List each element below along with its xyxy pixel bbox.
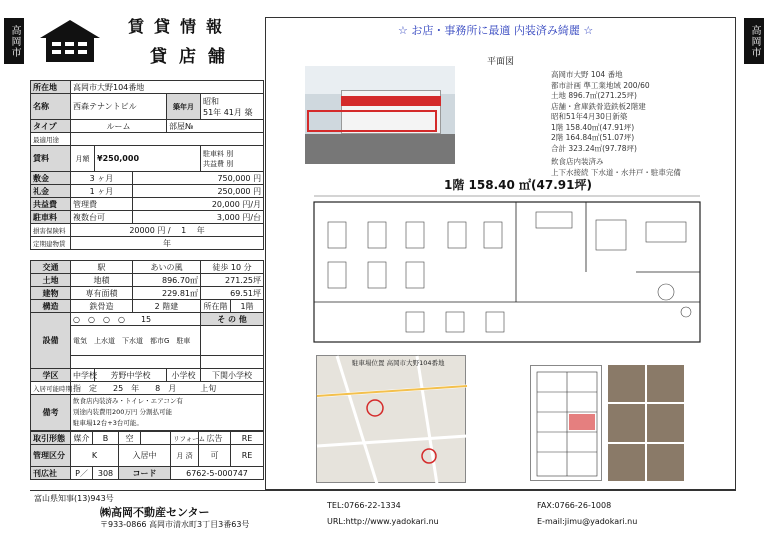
plan-note: 高岡市大野 104 番地 [551,70,623,79]
photo-road [305,134,455,164]
bldg-label: 建物 [31,287,71,300]
name-value: 西森テナントビル [71,94,167,120]
location-map [316,355,466,483]
common-name: 管理費 [71,198,133,211]
mgmt-label: 管理区分 [31,445,71,467]
struct-label: 構造 [31,300,71,313]
built-ym: 51年 41月 [203,107,242,117]
plan-note: 2階 164.84㎡(51.07坪) [551,133,635,142]
built-suffix: 築 [244,107,253,117]
property-table [30,80,263,480]
rent-unit: 月額 [71,146,95,172]
re-1: RE [231,432,264,445]
land-type: 地積 [71,274,133,287]
move-value: 指 定 25 年 8 月 上旬 [71,382,264,395]
plan-note: 飲食店内装済み [551,157,604,166]
equip-item: 上水道 [94,336,115,345]
page-subtitle: 貸店舗 [150,47,237,67]
insurance-value: 20000 円 / 1 年 [71,224,264,237]
deal-empty: 空 [119,432,141,445]
equip-other [201,326,264,356]
key-money-value: 250,000 円 [133,185,264,198]
type-value: ルーム [71,120,167,133]
rent-value: ¥250,000 [95,146,201,172]
remarks [71,395,264,431]
interior-photo [608,444,645,481]
use-code-2: 308 [93,467,119,480]
common-label: 共益費 [31,198,71,211]
website-link[interactable]: URL:http://www.yadokari.nu [327,517,439,526]
map-roads [317,356,467,484]
key-money-months: 1 ヶ月 [71,185,133,198]
common-fee-value: 別 [226,159,234,168]
bldg-type: 専有面積 [71,287,133,300]
email-link[interactable]: E-mail:jimu@yadokari.nu [537,517,638,526]
traffic-label: 交通 [31,261,71,274]
map-title: 駐車場位置 高岡市大野104番地 [352,359,445,367]
equip-items [71,326,201,356]
line: あいの風 [133,261,201,274]
parking-fee-label: 駐車料 [203,149,224,158]
nearest-label: 最適用途 [31,133,71,146]
interior-photo [608,404,645,441]
floor: 1階 [231,300,264,313]
deposit-value: 750,000 円 [133,172,264,185]
reform: リフォーム [171,432,199,445]
location-label: 所在地 [31,81,71,94]
name-label: 名称 [31,94,71,120]
school2: 小学校 [167,369,201,382]
use-label: 刊広社 [31,467,71,480]
plan-note: 都市計画 準工業地域 200/60 [551,80,650,90]
common-value: 20,000 円/月 [133,198,264,211]
deal-b: B [93,432,119,445]
deposit-months: 3 ヶ月 [71,172,133,185]
floor-label: 所在階 [201,300,231,313]
code: 6762-5-000747 [171,467,264,480]
walk: 徒歩 10 分 [201,261,264,274]
floor-plan-drawing [306,192,706,348]
move-label: 入居可能時期 [31,382,71,395]
parking-name: 複数台可 [71,211,133,224]
equip-item: 電気 [73,336,87,345]
land-tsubo: 271.25坪 [201,274,264,287]
insurance-label: 損害保険料 [31,224,71,237]
floors: 2 階建 [133,300,201,313]
parking-label: 駐車料 [31,211,71,224]
code-label: コード [119,467,171,480]
equip-mark: ○ [117,314,125,324]
remark-line: 駐車場12台+3台可能。 [73,419,143,427]
room-label: 部屋№ [167,120,264,133]
equip-mark: ○ [102,314,110,324]
photo-highlight-frame [307,110,437,132]
move-unit: 月 済 [171,445,199,467]
plan-note: 昭和51年4月30日新築 [551,112,628,121]
location-value: 高岡市大野104番地 [71,81,264,94]
interior-photo [647,444,684,481]
parking-fee-value: 別 [226,149,234,158]
school2-name: 下関小学校 [201,369,264,382]
equip-other-label: そ の 他 [201,313,264,326]
bldg-m2: 229.81㎡ [133,287,201,300]
remark-line: 飲食店内装済み・トイレ・エアコン有 [73,397,183,405]
school1: 中学校 [71,369,95,382]
interior-photo [608,365,645,402]
equip-mark: ○ [73,314,80,324]
equip-blank [71,356,201,369]
equip-item: 駐車 [176,336,191,345]
company-name: ㈱高岡不動産センター [100,506,210,519]
school1-name: 芳野中学校 [95,369,167,382]
side-tag-left: 高岡市 [4,18,24,64]
side-tag-right: 高岡市 [744,18,764,64]
land-m2: 896.70㎡ [133,274,201,287]
school-label: 学区 [31,369,71,382]
deal-blank [141,432,171,445]
interior-photo [647,365,684,402]
struct: 鉄骨造 [71,300,133,313]
re-2: RE [231,445,264,467]
contract-value: 年 [71,237,264,250]
tel: TEL:0766-22-1334 [327,501,401,510]
equip-blank-2 [201,356,264,369]
deposit-label: 敷金 [31,172,71,185]
bldg-tsubo: 69.51坪 [201,287,264,300]
station: 駅 [71,261,133,274]
remark-line: 別途内装費用200万円 分割払可能 [73,408,172,416]
rent-extras [201,146,264,172]
headline: ☆ お店・事務所に最適 内装済み綺麗 ☆ [398,24,594,37]
built-label: 築年月 [167,94,201,120]
plan-note: 上下水接続 下水道・水井戸・駐車完備 [551,167,681,177]
parking-value: 3,000 円/台 [133,211,264,224]
contract-label: 定期建物賃 [31,237,71,250]
key-money-label: 礼金 [31,185,71,198]
deal-type: 媒介 [71,432,93,445]
ad: 広告 [199,432,231,445]
built-era: 昭和 [203,96,219,106]
plan-notes [551,70,731,178]
type-label: タイプ [31,120,71,133]
possible: 可 [199,445,231,467]
use-code-1: P／ [71,467,93,480]
fax: FAX:0766-26-1008 [537,501,612,510]
equip-mark: ○ [87,314,95,324]
interior-photo [647,404,684,441]
house-logo-icon [38,18,102,64]
page-title: 賃貸情報 [128,17,233,36]
interior-photos [608,365,684,481]
move-day: 入居中 [119,445,171,467]
plan-note: 合計 323.24㎡(97.78坪) [551,143,637,153]
equip-item: 下水道 [122,336,143,345]
rent-label: 賃料 [31,146,71,172]
equip-marks [71,313,201,326]
plan-note: 1階 158.40㎡(47.91坪) [551,122,635,132]
equip-label: 設備 [31,313,71,369]
remarks-label: 備考 [31,395,71,431]
site-plan-drawing [531,366,603,482]
nearest-value [71,133,264,146]
company-address: 〒933-0866 高岡市清水町3丁目3番63号 [100,520,250,529]
mgmt: K [71,445,119,467]
built-value [201,94,264,120]
plan-note: 店舗・倉庫鉄骨造鉄板2階建 [551,101,646,111]
photo-red-band [341,96,441,106]
equip-count: 15 [140,314,152,324]
site-plan [530,365,602,481]
common-fee-label: 共益費 [203,159,224,168]
deal-label: 取引形態 [31,432,71,445]
equip-item: 都市G [150,336,170,345]
plan-note: 土地 896.7㎡(271.25坪) [551,91,637,100]
plan-area: 1階 158.40 ㎡(47.91坪) [444,178,592,192]
license-number: 富山県知事(13)943号 [34,494,114,503]
plan-label: 平面図 [487,57,515,67]
building-photo [305,66,455,164]
land-label: 土地 [31,274,71,287]
